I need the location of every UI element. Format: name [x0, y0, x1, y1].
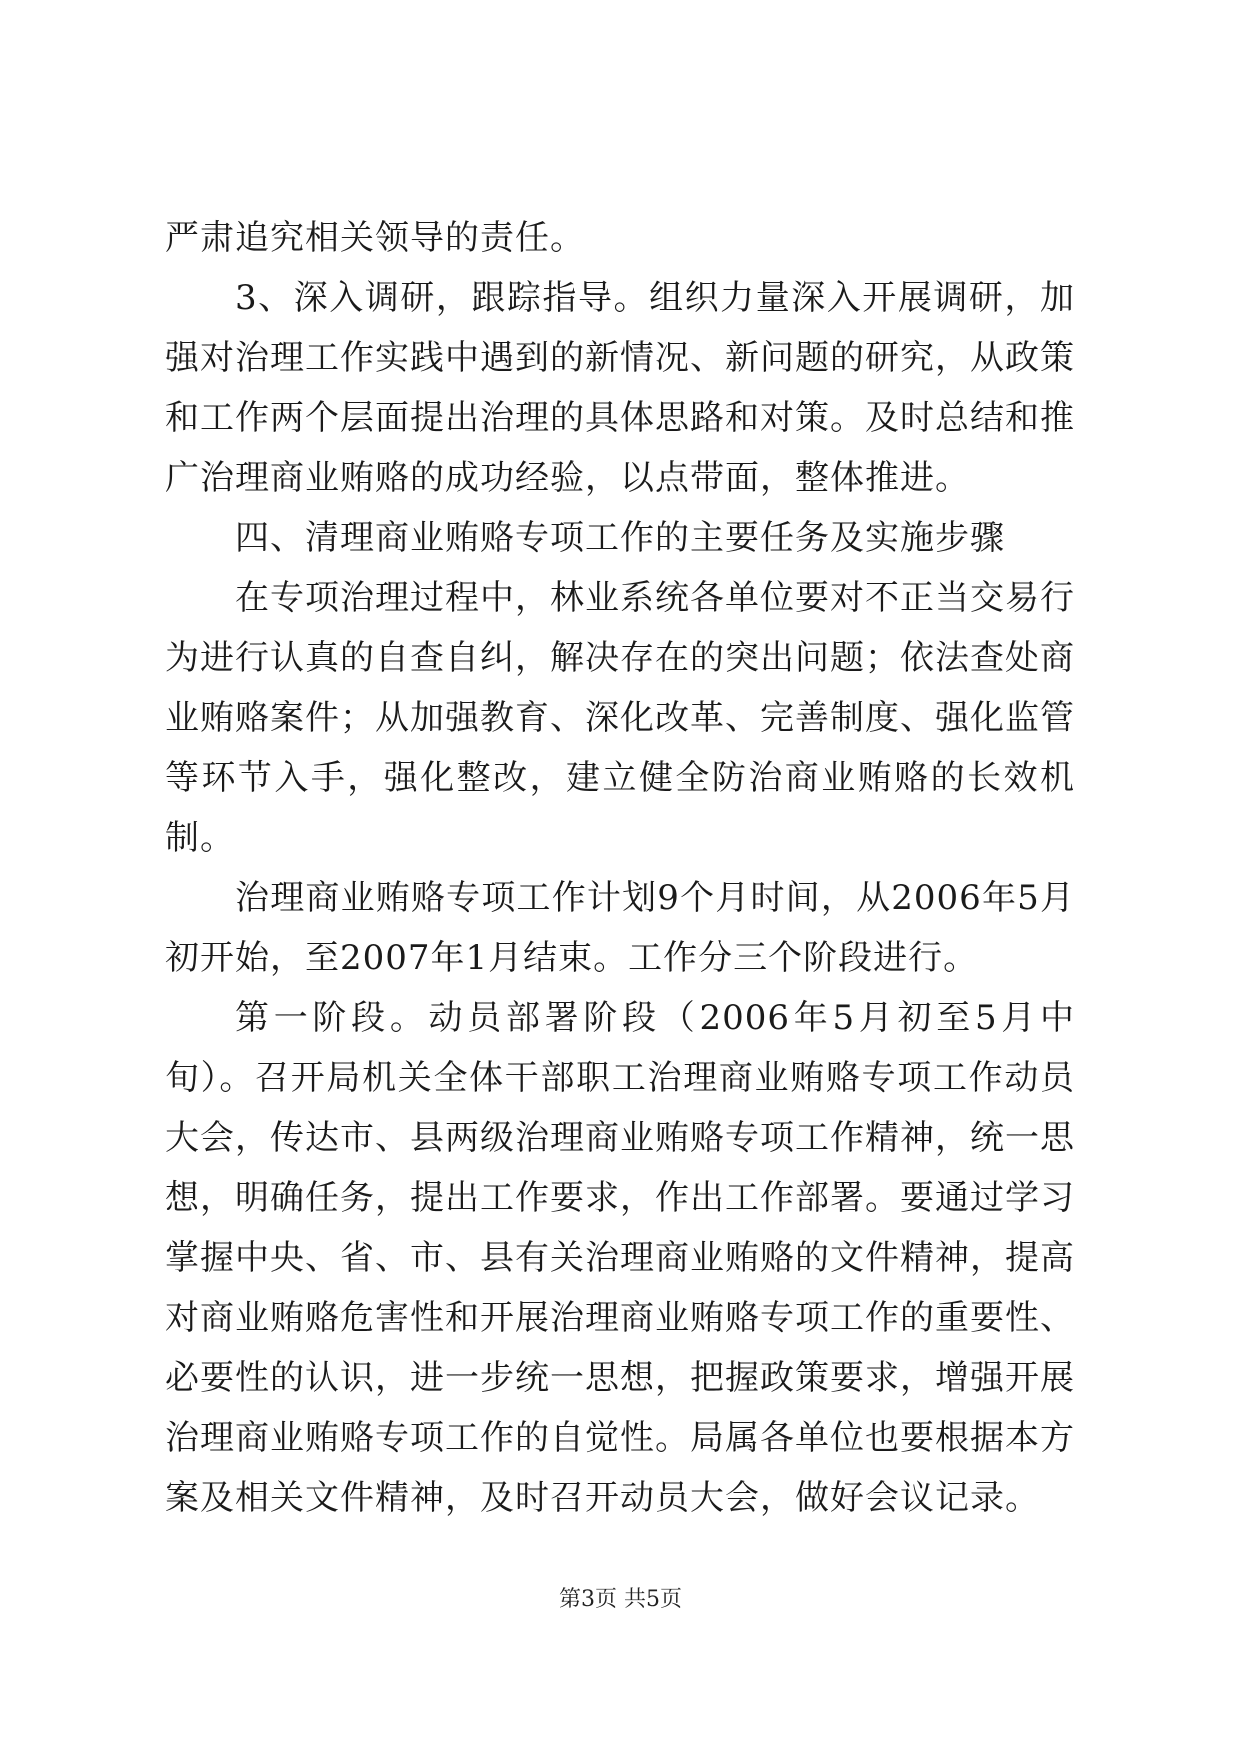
page-number-footer: 第3页 共5页	[559, 1587, 682, 1612]
paragraph-item-3: 3、深入调研，跟踪指导。组织力量深入开展调研，加强对治理工作实践中遇到的新情况、新问题的研究，从政策和工作两个层面提出治理的具体思路和对策。及时总结和推广治理商业贿赂的成功经验，以点带面，整体推进。	[165, 278, 1075, 498]
paragraph-main-tasks: 在专项治理过程中，林业系统各单位要对不正当交易行为进行认真的自查自纠，解决存在的突出问题；依法查处商业贿赂案件；从加强教育、深化改革、完善制度、强化监管等环节入手，强化整改，建立健全防治商业贿赂的长效机制。	[165, 578, 1075, 858]
paragraph-phase-one: 第一阶段。动员部署阶段（2006年5月初至5月中旬）。召开局机关全体干部职工治理商业贿赂专项工作动员大会，传达市、县两级治理商业贿赂专项工作精神，统一思想，明确任务，提出工作要求，作出工作部署。要通过学习掌握中央、省、市、县有关治理商业贿赂的文件精神，提高对商业贿赂危害性和开展治理商业贿赂专项工作的重要性、必要性的认识，进一步统一思想，把握政策要求，增强开展治理商业贿赂专项工作的自觉性。局属各单位也要根据本方案及相关文件精神，及时召开动员大会，做好会议记录。	[165, 998, 1075, 1518]
paragraph-continuation: 严肃追究相关领导的责任。	[165, 218, 585, 258]
document-body	[165, 208, 1075, 1528]
paragraph-schedule: 治理商业贿赂专项工作计划9个月时间，从2006年5月初开始，至2007年1月结束。工作分三个阶段进行。	[165, 878, 1075, 978]
section-heading-4: 四、清理商业贿赂专项工作的主要任务及实施步骤	[235, 518, 1005, 558]
